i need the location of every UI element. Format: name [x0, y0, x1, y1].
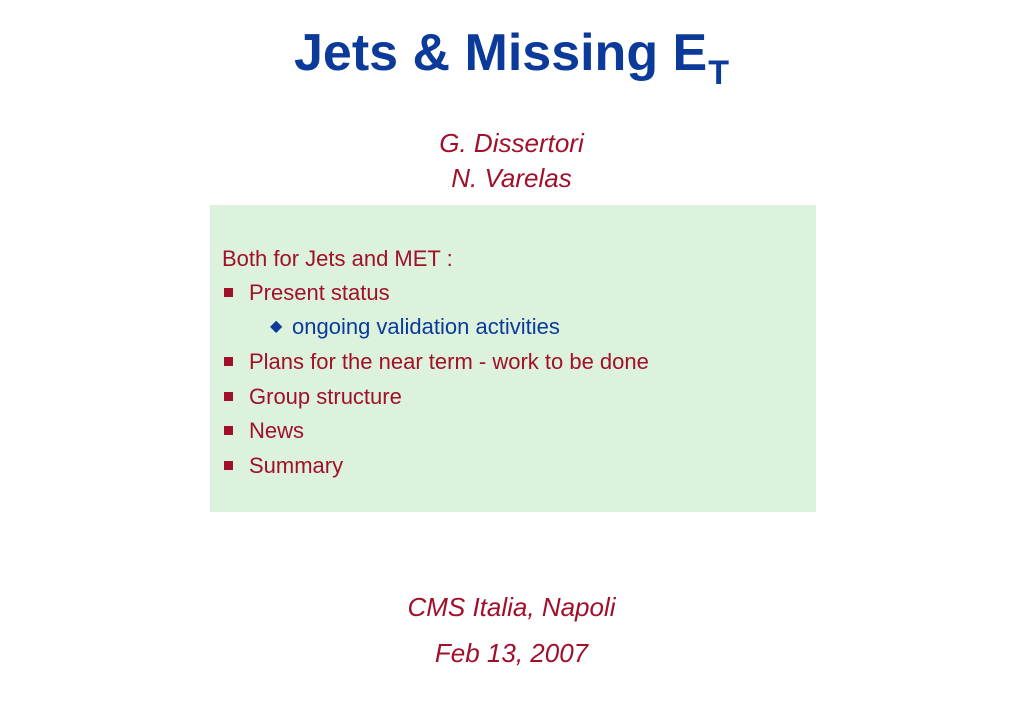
agenda-heading: Both for Jets and MET :	[222, 246, 453, 271]
agenda-item-label: Present status	[249, 280, 390, 305]
footer-venue: CMS Italia, Napoli	[407, 592, 616, 622]
agenda-item-label: Group structure	[249, 384, 402, 409]
square-bullet-icon	[224, 461, 233, 470]
title-main: Jets & Missing E	[293, 24, 708, 82]
square-bullet-icon	[224, 426, 233, 435]
authors	[0, 126, 1023, 196]
agenda-subitem-label: ongoing validation activities	[292, 314, 560, 339]
agenda-item-label: Summary	[249, 453, 344, 478]
diamond-bullet-icon: ◆	[270, 318, 283, 335]
author-1: G. Dissertori	[439, 128, 584, 158]
title-subscript: T	[708, 54, 729, 92]
square-bullet-icon	[224, 357, 233, 366]
agenda-item-label: Plans for the near term - work to be done	[249, 349, 649, 374]
square-bullet-icon	[224, 392, 233, 401]
footer-date: Feb 13, 2007	[434, 638, 589, 668]
agenda-box	[210, 205, 816, 512]
agenda-item-label: News	[249, 418, 305, 443]
square-bullet-icon	[224, 288, 233, 297]
author-2: N. Varelas	[451, 163, 572, 193]
slide-title	[0, 22, 1023, 90]
